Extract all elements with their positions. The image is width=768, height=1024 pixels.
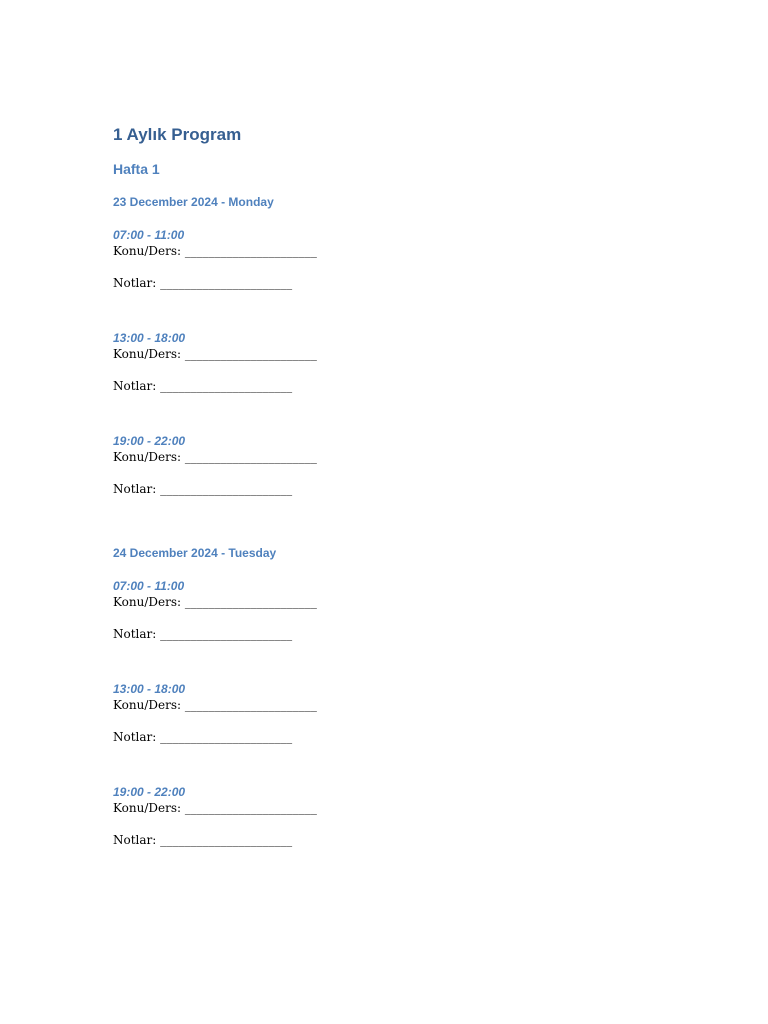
time-slot (113, 227, 673, 291)
day-heading: 24 December 2024 - Tuesday (113, 546, 277, 560)
topic-line: Konu/Ders: ______________________ (113, 595, 317, 609)
day-section-tuesday (113, 545, 673, 848)
time-slot-heading: 13:00 - 18:00 (113, 682, 186, 696)
document-page (113, 124, 673, 887)
time-slot (113, 330, 673, 394)
topic-line: Konu/Ders: ______________________ (113, 698, 317, 712)
week-heading: Hafta 1 (113, 161, 160, 177)
notes-line: Notlar: ______________________ (113, 482, 293, 496)
notes-line: Notlar: ______________________ (113, 627, 293, 641)
time-slot-heading: 19:00 - 22:00 (113, 434, 186, 448)
day-heading: 23 December 2024 - Monday (113, 195, 274, 209)
document-title: 1 Aylık Program (113, 125, 242, 144)
topic-line: Konu/Ders: ______________________ (113, 450, 317, 464)
time-slot-heading: 07:00 - 11:00 (113, 579, 185, 593)
time-slot-heading: 19:00 - 22:00 (113, 785, 186, 799)
topic-line: Konu/Ders: ______________________ (113, 347, 317, 361)
notes-line: Notlar: ______________________ (113, 379, 293, 393)
time-slot (113, 681, 673, 745)
topic-line: Konu/Ders: ______________________ (113, 801, 317, 815)
notes-line: Notlar: ______________________ (113, 730, 293, 744)
notes-line: Notlar: ______________________ (113, 833, 293, 847)
time-slot (113, 784, 673, 848)
notes-line: Notlar: ______________________ (113, 276, 293, 290)
time-slot (113, 578, 673, 642)
time-slot-heading: 07:00 - 11:00 (113, 228, 185, 242)
time-slot (113, 433, 673, 497)
topic-line: Konu/Ders: ______________________ (113, 244, 317, 258)
day-section-monday (113, 194, 673, 497)
time-slot-heading: 13:00 - 18:00 (113, 331, 186, 345)
